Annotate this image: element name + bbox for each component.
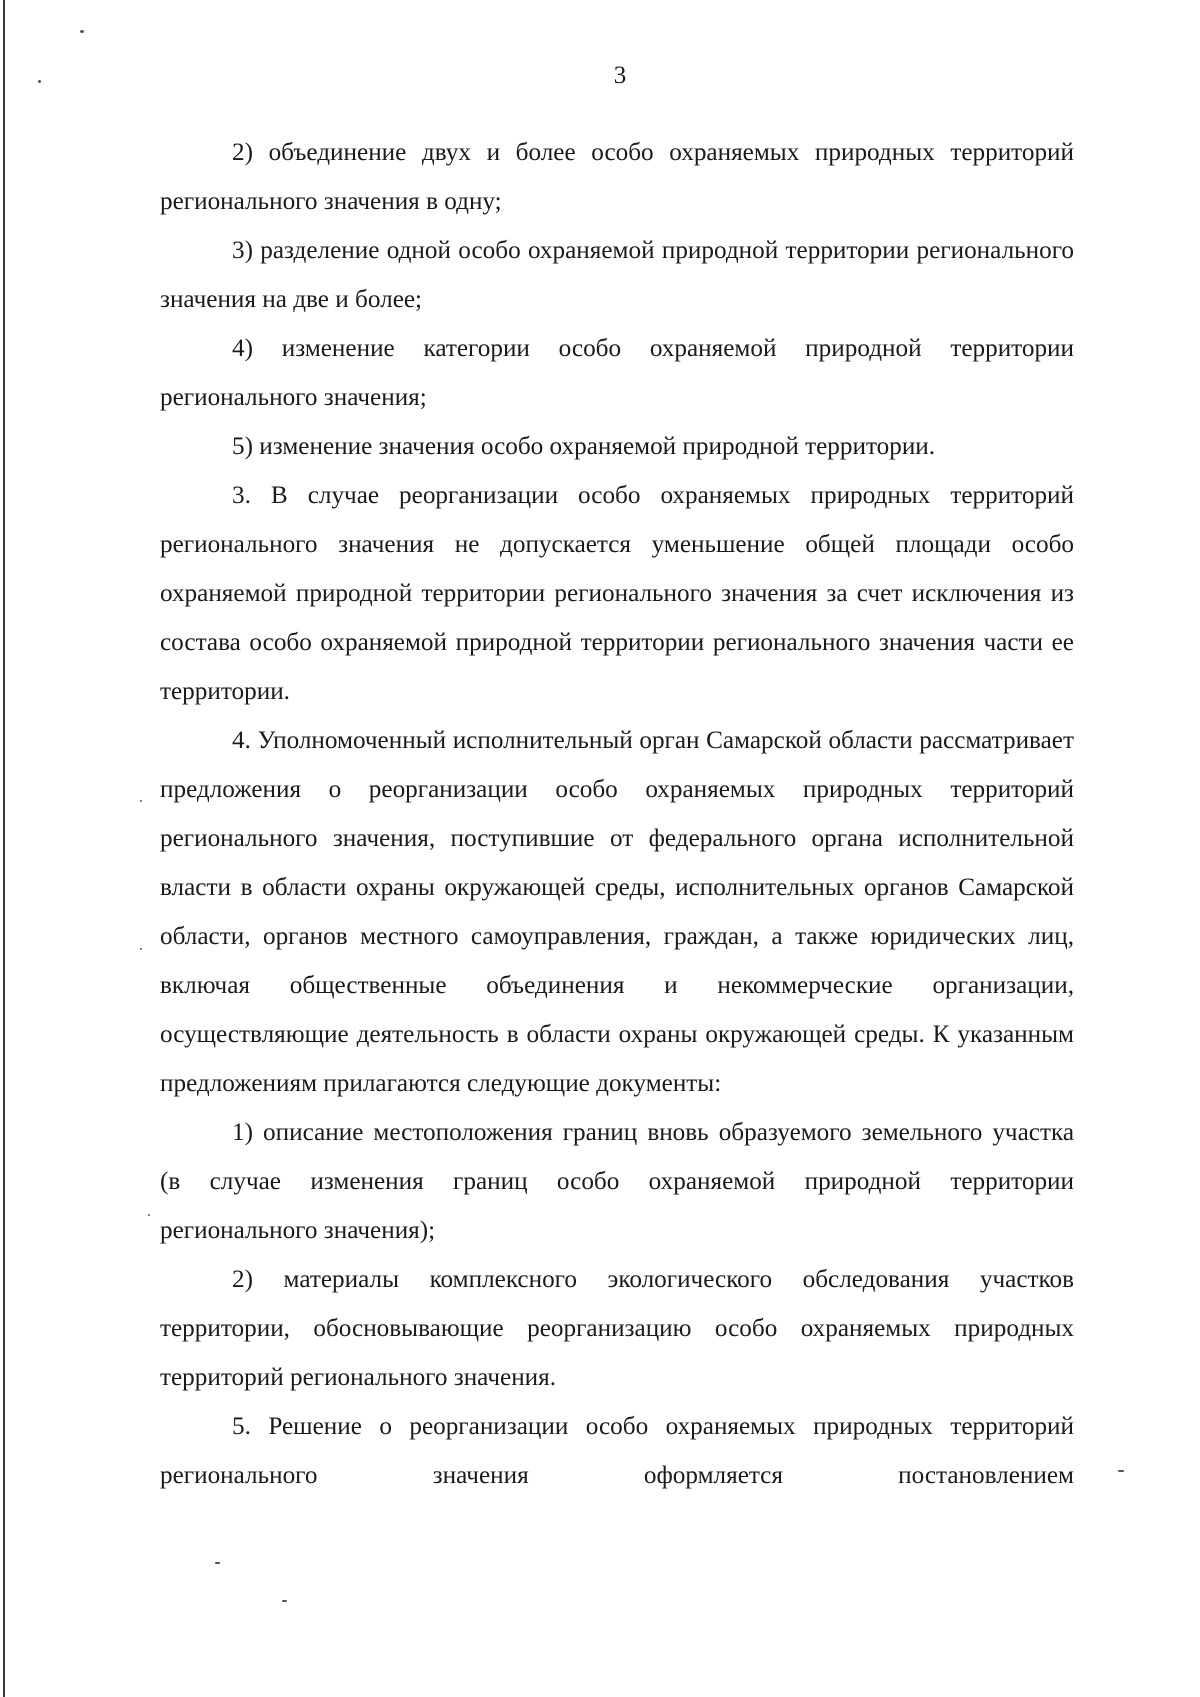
section-5-paragraph: 5. Решение о реорганизации особо охраняемых природных территорий регионального значения оформляется постановлением (160, 1413, 1074, 1489)
section-3-paragraph: 3. В случае реорганизации особо охраняемых природных территорий регионального значения не допускается уменьшение общей площади особо охраняемой природной территории регионального значения за счет исключения из состава особо охраняемой природной территории регионального значения части ее территории. (160, 482, 1074, 705)
scan-speck (282, 1600, 287, 1602)
list-item-merge: 2) объединение двух и более особо охраняемых природных территорий регионального значения в одну; (160, 139, 1074, 215)
section-4-paragraph: 4. Уполномоченный исполнительный орган Самарской области рассматривает предложения о реорганизации особо охраняемых природных территорий регионального значения, поступившие от федерального органа исполнительной власти в области охраны окружающей среды, исполнительных органов Самарской области, органов местного самоуправления, граждан, а также юридических лиц, включая общественные объединения и некоммерческие организации, осуществляющие деятельность в области охраны окружающей среды. К указанным предложениям прилагаются следующие документы: (160, 727, 1074, 1097)
list-item-split: 3) разделение одной особо охраняемой природной территории регионального значения на две и более; (160, 237, 1074, 313)
page-number: 3 (613, 62, 627, 89)
list-item-status-change: 5) изменение значения особо охраняемой природной территории. (232, 433, 936, 460)
scan-speck (140, 948, 142, 950)
document-body (160, 128, 1074, 1500)
list-item-boundary-description: 1) описание местоположения границ вновь образуемого земельного участка (в случае изменения границ особо охраняемой природной территории регионального значения); (160, 1119, 1074, 1244)
scan-speck (1118, 1470, 1124, 1472)
scan-speck (148, 1214, 150, 1216)
list-item-survey-materials: 2) материалы комплексного экологического обследования участков территории, обосновывающие реорганизацию особо охраняемых природных территорий регионального значения. (160, 1266, 1074, 1391)
scan-speck (215, 1562, 220, 1564)
list-item-category-change: 4) изменение категории особо охраняемой природной территории регионального значения; (160, 335, 1074, 411)
scan-edge-line (3, 0, 5, 1697)
scan-speck (140, 800, 142, 802)
scan-speck (80, 30, 84, 33)
